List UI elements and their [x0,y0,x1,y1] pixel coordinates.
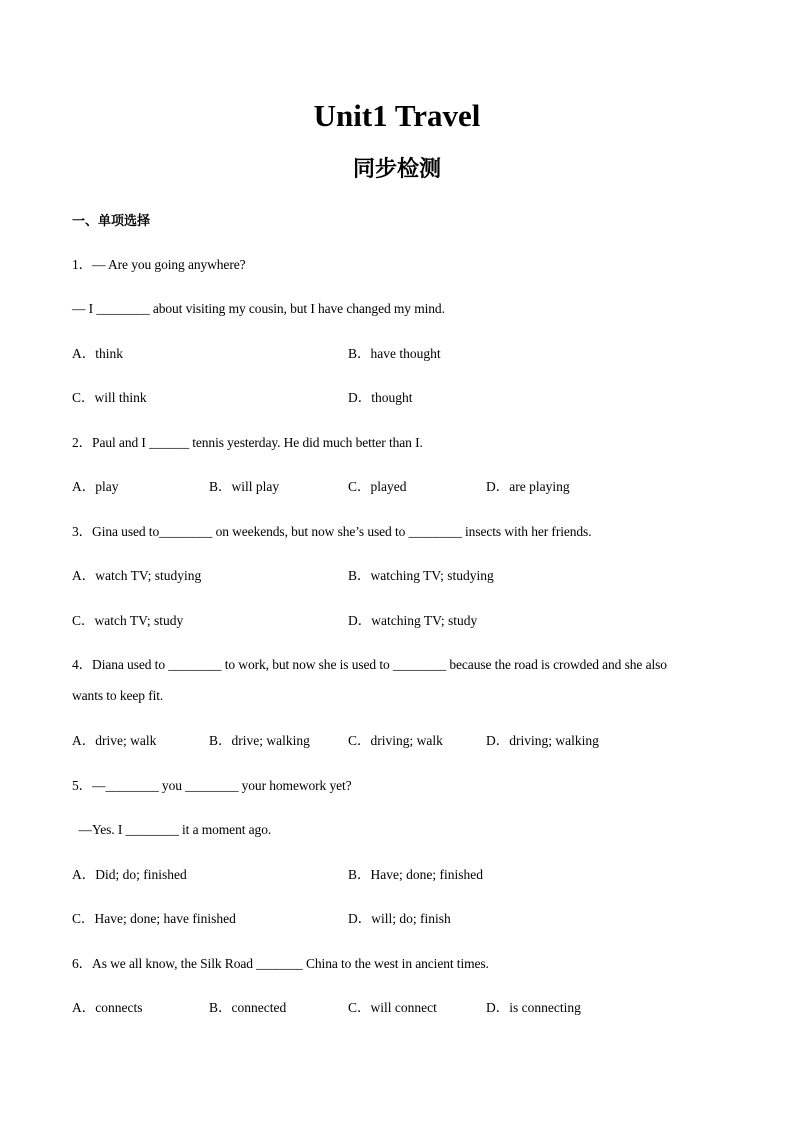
question-4-option-c: C．driving; walk [348,733,443,748]
question-4-line-1: 4．Diana used to ________ to work, but now she is used to ________ because the road is crowded and she also [72,657,667,672]
question-3-option-d: D．watching TV; study [348,613,478,628]
question-6-line-1: 6．As we all know, the Silk Road _______ China to the west in ancient times. [72,956,489,971]
question-6-option-c: C．will connect [348,1000,437,1015]
question-5-option-a: A．Did; do; finished [72,867,187,882]
question-6-option-b: B．connected [209,1000,287,1015]
question-4-option-d: D．driving; walking [486,733,599,748]
page-subtitle: 同步检测 [352,157,441,182]
question-3-option-b: B．watching TV; studying [348,568,494,583]
page-title: Unit1 Travel [313,98,481,133]
question-3-option-c: C．watch TV; study [72,613,184,628]
question-1-option-d: D．thought [348,390,413,405]
question-3-line-1: 3．Gina used to________ on weekends, but now she’s used to ________ insects with her friends. [72,524,592,539]
question-1-option-a: A．think [72,346,124,361]
question-2-option-b: B．will play [209,479,280,494]
question-5-option-b: B．Have; done; finished [348,867,483,882]
question-6-option-d: D．is connecting [486,1000,581,1015]
question-4-option-a: A．drive; walk [72,733,157,748]
section-heading: 一、单项选择 [72,214,151,229]
question-2-option-c: C．played [348,479,407,494]
question-5-option-d: D．will; do; finish [348,911,451,926]
question-5-line-2: —Yes. I ________ it a moment ago. [72,822,272,837]
question-2-option-d: D．are playing [486,479,570,494]
question-6-option-a: A．connects [72,1000,143,1015]
question-4-option-b: B．drive; walking [209,733,310,748]
question-5-line-1: 5．—________ you ________ your homework yet? [72,778,352,793]
question-2-option-a: A．play [72,479,119,494]
question-1-option-c: C．will think [72,390,147,405]
question-1-line-2: — I ________ about visiting my cousin, but I have changed my mind. [72,301,445,316]
question-2-line-1: 2．Paul and I ______ tennis yesterday. He did much better than I. [72,435,423,450]
question-3-option-a: A．watch TV; studying [72,568,202,583]
question-1-line-1: 1．— Are you going anywhere? [72,257,246,272]
question-5-option-c: C．Have; done; have finished [72,911,236,926]
question-1-option-b: B．have thought [348,346,441,361]
question-4-line-2: wants to keep fit. [72,688,164,703]
